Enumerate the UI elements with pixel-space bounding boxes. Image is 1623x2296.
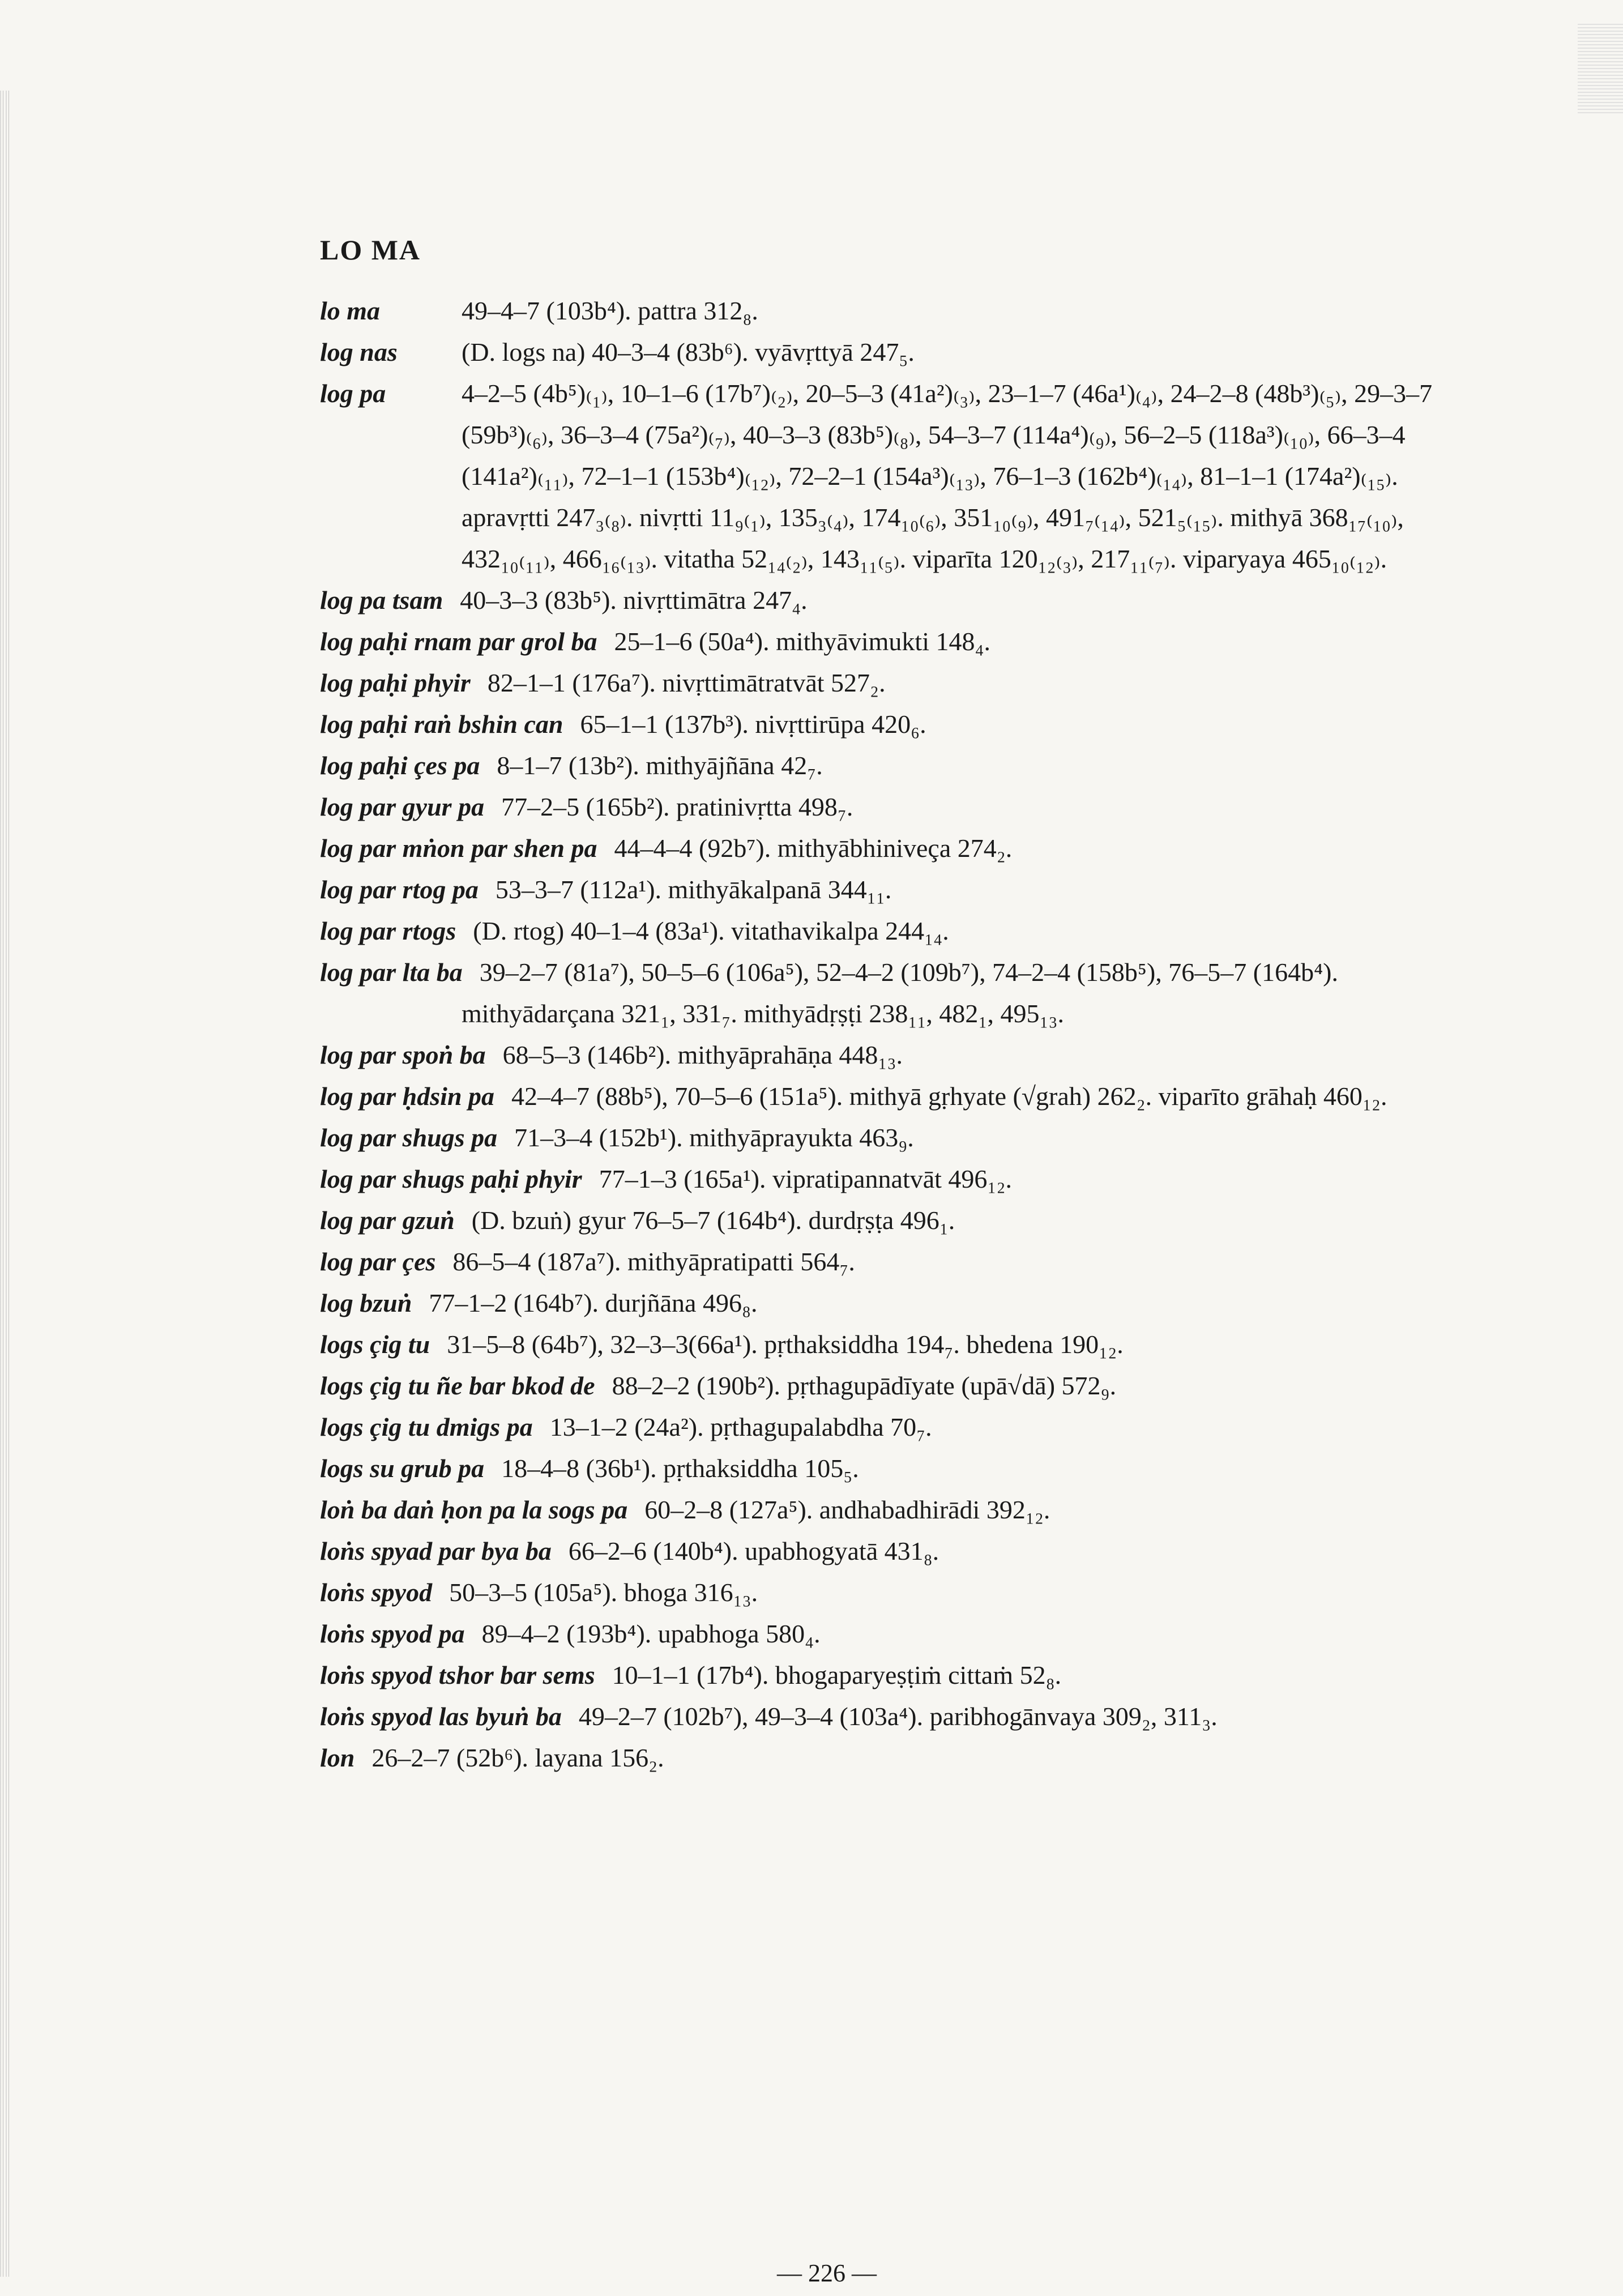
entry-body: 65–1–1 (137b³). nivṛttirūpa 420₆.	[580, 710, 926, 739]
entry-term: log par gzuṅ	[320, 1206, 455, 1235]
entry-body: 71–3–4 (152b¹). mithyāprayukta 463₉.	[514, 1123, 914, 1152]
entry-body: 31–5–8 (64b⁷), 32–3–3(66a¹). pṛthaksiddha 194₇. bhedena 190₁₂.	[447, 1330, 1124, 1359]
dictionary-entry	[320, 951, 1447, 1034]
entry-term: loṅ ba daṅ ḥon pa la sogs pa	[320, 1495, 628, 1524]
entry-term: logs çig tu dmigs pa	[320, 1412, 533, 1441]
dictionary-entry	[320, 786, 1447, 827]
entry-body: 77–1–3 (165a¹). vipratipannatvāt 496₁₂.	[599, 1164, 1013, 1193]
entry-term: log bzuṅ	[320, 1288, 412, 1317]
dictionary-entry	[320, 1572, 1447, 1613]
entry-term: loṅs spyod tshor bar sems	[320, 1661, 595, 1689]
dictionary-entry	[320, 621, 1447, 662]
dictionary-entry	[320, 1406, 1447, 1448]
entry-term: logs çig tu ñe bar bkod de	[320, 1371, 595, 1400]
entry-term: log nas	[320, 338, 398, 366]
entry-body: 26–2–7 (52b⁶). layana 156₂.	[371, 1743, 664, 1772]
page-number: — 226 —	[777, 2259, 877, 2287]
entry-body: 44–4–4 (92b⁷). mithyābhiniveça 274₂.	[614, 834, 1013, 863]
entry-term: loṅs spyad par bya ba	[320, 1537, 552, 1565]
dictionary-entry	[320, 1613, 1447, 1654]
dictionary-entry	[320, 910, 1447, 951]
dictionary-entry	[320, 745, 1447, 786]
dictionary-entry	[320, 1241, 1447, 1282]
dictionary-entry	[320, 1696, 1447, 1737]
entry-term: loṅs spyod las byuṅ ba	[320, 1702, 562, 1731]
entry-body: 4–2–5 (4b⁵)₍₁₎, 10–1–6 (17b⁷)₍₂₎, 20–5–3 (41a²)₍₃₎, 23–1–7 (46a¹)₍₄₎, 24–2–8 (48b³)₍₅₎, 29–3–7 (59b³)₍₆₎, 36–3–4 (75a²)₍₇₎, 40–3–3 (83b⁵)₍₈₎, 54–3–7 (114a⁴)₍₉₎, 56–2–5 (118a³)₍₁₀₎, 66–3–4 (141a²)₍₁₁₎, 72–1–1 (153b⁴)₍₁₂₎, 72–2–1 (154a³)₍₁₃₎, 76–1–3 (162b⁴)₍₁₄₎, 81–1–1 (174a²)₍₁₅₎. apravṛtti 247₃₍₈₎. nivṛtti 11₉₍₁₎, 135₃₍₄₎, 174₁₀₍₆₎, 351₁₀₍₉₎, 491₇₍₁₄₎, 521₅₍₁₅₎. mithyā 368₁₇₍₁₀₎, 432₁₀₍₁₁₎, 466₁₆₍₁₃₎. vitatha 52₁₄₍₂₎, 143₁₁₍₅₎. viparīta 120₁₂₍₃₎, 217₁₁₍₇₎. viparyaya 465₁₀₍₁₂₎.	[462, 379, 1433, 573]
entry-body: 39–2–7 (81a⁷), 50–5–6 (106a⁵), 52–4–2 (109b⁷), 74–2–4 (158b⁵), 76–5–7 (164b⁴). mithyādarçana 321₁, 331₇. mithyādṛṣṭi 238₁₁, 482₁, 495₁₃.	[462, 958, 1338, 1028]
dictionary-entries	[320, 290, 1447, 1820]
entry-body: 40–3–3 (83b⁵). nivṛttimātra 247₄.	[460, 586, 808, 614]
entry-body: 53–3–7 (112a¹). mithyākalpanā 344₁₁.	[495, 875, 892, 904]
entry-term: loṅs spyod pa	[320, 1619, 465, 1648]
dictionary-entry	[320, 662, 1447, 703]
dictionary-entry	[320, 1778, 1447, 1820]
entry-term: log paḥi çes pa	[320, 751, 480, 780]
entry-term: lon	[320, 1743, 355, 1772]
dictionary-entry	[320, 869, 1447, 910]
dictionary-entry	[320, 1365, 1447, 1406]
entry-term: log paḥi rnam par grol ba	[320, 627, 597, 656]
entry-body: 49–2–7 (102b⁷), 49–3–4 (103a⁴). paribhogānvaya 309₂, 311₃.	[578, 1702, 1218, 1731]
entry-term: logs çig tu	[320, 1330, 430, 1359]
entry-body: 25–1–6 (50a⁴). mithyāvimukti 148₄.	[614, 627, 991, 656]
entry-body: (D. logs na) 40–3–4 (83b⁶). vyāvṛttyā 247₅.	[462, 338, 915, 366]
entry-term: log par shugs pa	[320, 1123, 498, 1152]
entry-body: 42–4–7 (88b⁵), 70–5–6 (151a⁵). mithyā gṛhyate (√grah) 262₂. viparīto grāhaḥ 460₁₂.	[511, 1082, 1387, 1111]
dictionary-entry	[320, 827, 1447, 869]
scan-corner-artifact	[1578, 23, 1623, 113]
entry-body: 77–2–5 (165b²). pratinivṛtta 498₇.	[501, 792, 853, 821]
entry-body: 89–4–2 (193b⁴). upabhoga 580₄.	[481, 1619, 821, 1648]
entry-body: 8–1–7 (13b²). mithyājñāna 42₇.	[497, 751, 823, 780]
entry-body: 82–1–1 (176a⁷). nivṛttimātratvāt 527₂.	[487, 668, 886, 697]
dictionary-entry	[320, 1448, 1447, 1489]
entry-term: log par mṅon par shen pa	[320, 834, 597, 863]
entry-term: log paḥi phyir	[320, 668, 471, 697]
dictionary-entry	[320, 1737, 1447, 1778]
scan-binding-edge	[0, 91, 10, 2277]
dictionary-entry	[320, 703, 1447, 745]
entry-body: 60–2–8 (127a⁵). andhabadhirādi 392₁₂.	[644, 1495, 1050, 1524]
dictionary-entry	[320, 1489, 1447, 1530]
dictionary-entry	[320, 1158, 1447, 1200]
entry-term: log pa	[320, 379, 386, 408]
dictionary-entry	[320, 1117, 1447, 1158]
dictionary-entry	[320, 290, 1447, 331]
entry-term: log par spoṅ ba	[320, 1040, 486, 1069]
entry-term: log pa tsam	[320, 586, 443, 614]
section-heading: LO MA	[320, 234, 421, 266]
dictionary-entry	[320, 331, 1447, 373]
entry-term: log par shugs paḥi phyir	[320, 1164, 582, 1193]
entry-body: 88–2–2 (190b²). pṛthagupādīyate (upā√dā) 572₉.	[612, 1371, 1117, 1400]
entry-body: 86–5–4 (187a⁷). mithyāpratipatti 564₇.	[452, 1247, 855, 1276]
entry-body: 18–4–8 (36b¹). pṛthaksiddha 105₅.	[501, 1454, 859, 1483]
entry-term: log par rtog pa	[320, 875, 479, 904]
entry-body: 68–5–3 (146b²). mithyāprahāṇa 448₁₃.	[502, 1040, 903, 1069]
entry-body: 49–4–7 (103b⁴). pattra 312₈.	[462, 296, 758, 325]
entry-body: 13–1–2 (24a²). pṛthagupalabdha 70₇.	[549, 1412, 932, 1441]
entry-body: 77–1–2 (164b⁷). durjñāna 496₈.	[429, 1288, 758, 1317]
entry-body: 10–1–1 (17b⁴). bhogaparyeṣṭiṁ cittaṁ 52₈.	[612, 1661, 1062, 1689]
entry-term: loṅs spyod	[320, 1578, 433, 1607]
entry-term: log par rtogs	[320, 916, 456, 945]
entry-body: 50–3–5 (105a⁵). bhoga 316₁₃.	[449, 1578, 758, 1607]
dictionary-entry	[320, 1200, 1447, 1241]
entry-term: log paḥi raṅ bshin can	[320, 710, 563, 739]
dictionary-entry	[320, 1324, 1447, 1365]
dictionary-entry	[320, 1076, 1447, 1117]
dictionary-entry	[320, 1654, 1447, 1696]
entry-body: (D. bzuṅ) gyur 76–5–7 (164b⁴). durdṛṣṭa 496₁.	[471, 1206, 955, 1235]
entry-term: lo ma	[320, 296, 381, 325]
dictionary-entry	[320, 1034, 1447, 1076]
dictionary-entry	[320, 579, 1447, 621]
entry-body: (D. rtog) 40–1–4 (83a¹). vitathavikalpa 244₁₄.	[473, 916, 949, 945]
dictionary-entry	[320, 1282, 1447, 1324]
dictionary-entry	[320, 1530, 1447, 1572]
entry-term: log par çes	[320, 1247, 436, 1276]
entry-term: log par gyur pa	[320, 792, 485, 821]
entry-body: 66–2–6 (140b⁴). upabhogyatā 431₈.	[568, 1537, 939, 1565]
entry-term: log par ḥdsin pa	[320, 1082, 495, 1111]
entry-term: log par lta ba	[320, 958, 463, 987]
dictionary-entry	[320, 373, 1447, 579]
entry-term: logs su grub pa	[320, 1454, 485, 1483]
